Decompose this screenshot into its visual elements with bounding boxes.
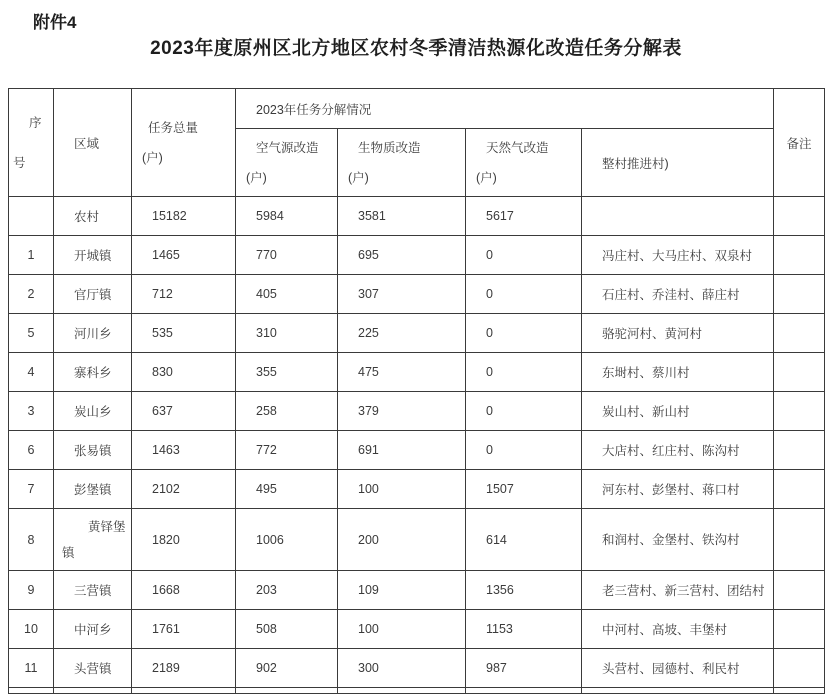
cell-seq <box>9 197 54 236</box>
cell-seq: 8 <box>9 509 54 571</box>
header-total-unit: (户) <box>142 150 163 165</box>
cell-seq: 11 <box>9 649 54 688</box>
cell-air: 5984 <box>236 197 338 236</box>
cell-remark <box>774 610 825 649</box>
cell-total: 1465 <box>132 236 236 275</box>
cell-air: 405 <box>236 275 338 314</box>
header-air-source <box>236 129 338 197</box>
cell-region: 张易镇 <box>54 431 132 470</box>
table-row <box>9 509 825 571</box>
cell-villages: 河东村、彭堡村、蒋口村 <box>582 470 774 509</box>
cell-bio: 695 <box>338 236 466 275</box>
header-group-2023: 2023年任务分解情况 <box>236 89 774 129</box>
cell-remark <box>774 197 825 236</box>
table-row <box>9 197 825 236</box>
cell-air: 508 <box>236 610 338 649</box>
cell-gas: 0 <box>466 392 582 431</box>
cell-seq: 3 <box>9 392 54 431</box>
cell-remark <box>774 353 825 392</box>
cell-region: 炭山乡 <box>54 392 132 431</box>
cell-region: 中河乡 <box>54 610 132 649</box>
header-natural-gas-label: 天然气改造 <box>486 140 549 155</box>
task-breakdown-table <box>8 88 825 694</box>
cell-remark <box>774 392 825 431</box>
cell-seq: 4 <box>9 353 54 392</box>
table-row <box>9 571 825 610</box>
cell-villages: 中河村、高坡、丰堡村 <box>582 610 774 649</box>
cell-gas: 0 <box>466 353 582 392</box>
cell-total: 15182 <box>132 197 236 236</box>
cell-gas: 614 <box>466 509 582 571</box>
cell-region: 开城镇 <box>54 236 132 275</box>
cell-region: 彭堡镇 <box>54 470 132 509</box>
cell-bio: 109 <box>338 571 466 610</box>
cell-total: 2189 <box>132 649 236 688</box>
clipped-row <box>9 688 825 694</box>
cell-total: 1761 <box>132 610 236 649</box>
cell-seq: 7 <box>9 470 54 509</box>
table-row <box>9 392 825 431</box>
cell-gas: 987 <box>466 649 582 688</box>
header-air-source-unit: (户) <box>246 170 267 185</box>
cell-total: 1820 <box>132 509 236 571</box>
cell-empty <box>582 688 774 694</box>
cell-villages: 头营村、园德村、利民村 <box>582 649 774 688</box>
page-title: 2023年度原州区北方地区农村冬季清洁热源化改造任务分解表 <box>150 38 682 59</box>
attachment-label: 附件4 <box>33 13 77 32</box>
cell-total: 535 <box>132 314 236 353</box>
cell-bio: 475 <box>338 353 466 392</box>
cell-gas: 5617 <box>466 197 582 236</box>
cell-seq: 6 <box>9 431 54 470</box>
cell-empty <box>466 688 582 694</box>
header-natural-gas <box>466 129 582 197</box>
cell-air: 203 <box>236 571 338 610</box>
cell-region: 河川乡 <box>54 314 132 353</box>
cell-gas: 1507 <box>466 470 582 509</box>
table-row <box>9 275 825 314</box>
cell-air: 772 <box>236 431 338 470</box>
cell-air: 770 <box>236 236 338 275</box>
cell-remark <box>774 275 825 314</box>
header-region: 区域 <box>54 89 132 197</box>
cell-empty <box>236 688 338 694</box>
cell-region: 黄铎堡镇 <box>54 509 132 571</box>
table-row <box>9 610 825 649</box>
cell-region: 农村 <box>54 197 132 236</box>
header-seq: 序号 <box>9 89 54 197</box>
cell-bio: 379 <box>338 392 466 431</box>
cell-gas: 0 <box>466 314 582 353</box>
cell-total: 1668 <box>132 571 236 610</box>
table-row <box>9 314 825 353</box>
cell-gas: 0 <box>466 431 582 470</box>
cell-remark <box>774 236 825 275</box>
cell-bio: 100 <box>338 610 466 649</box>
cell-villages: 骆驼河村、黄河村 <box>582 314 774 353</box>
cell-villages: 和润村、金堡村、铁沟村 <box>582 509 774 571</box>
cell-bio: 300 <box>338 649 466 688</box>
cell-villages: 炭山村、新山村 <box>582 392 774 431</box>
header-remark: 备注 <box>774 89 825 197</box>
cell-total: 2102 <box>132 470 236 509</box>
cell-gas: 0 <box>466 236 582 275</box>
cell-remark <box>774 314 825 353</box>
cell-region: 三营镇 <box>54 571 132 610</box>
header-natural-gas-unit: (户) <box>476 170 497 185</box>
cell-villages <box>582 197 774 236</box>
table-row <box>9 236 825 275</box>
header-whole-village: 整村推进村) <box>582 129 774 197</box>
cell-gas: 0 <box>466 275 582 314</box>
cell-air: 355 <box>236 353 338 392</box>
table-row <box>9 431 825 470</box>
cell-bio: 100 <box>338 470 466 509</box>
cell-villages: 石庄村、乔洼村、薛庄村 <box>582 275 774 314</box>
cell-region: 头营镇 <box>54 649 132 688</box>
cell-air: 902 <box>236 649 338 688</box>
header-biomass-label: 生物质改造 <box>358 140 421 155</box>
cell-air: 1006 <box>236 509 338 571</box>
cell-total: 712 <box>132 275 236 314</box>
cell-air: 495 <box>236 470 338 509</box>
cell-region: 官厅镇 <box>54 275 132 314</box>
cell-seq: 2 <box>9 275 54 314</box>
cell-villages: 冯庄村、大马庄村、双泉村 <box>582 236 774 275</box>
cell-seq: 9 <box>9 571 54 610</box>
cell-seq: 1 <box>9 236 54 275</box>
cell-empty <box>338 688 466 694</box>
cell-seq: 10 <box>9 610 54 649</box>
header-biomass <box>338 129 466 197</box>
header-total-label: 任务总量 <box>148 120 199 135</box>
cell-seq: 5 <box>9 314 54 353</box>
cell-region: 寨科乡 <box>54 353 132 392</box>
table-row <box>9 353 825 392</box>
header-air-source-label: 空气源改造 <box>256 140 319 155</box>
cell-bio: 200 <box>338 509 466 571</box>
cell-bio: 225 <box>338 314 466 353</box>
cell-empty <box>774 688 825 694</box>
cell-remark <box>774 431 825 470</box>
cell-bio: 3581 <box>338 197 466 236</box>
cell-villages: 大店村、红庄村、陈沟村 <box>582 431 774 470</box>
cell-bio: 307 <box>338 275 466 314</box>
cell-villages: 东埘村、蔡川村 <box>582 353 774 392</box>
table-row <box>9 649 825 688</box>
cell-empty <box>9 688 54 694</box>
cell-remark <box>774 571 825 610</box>
cell-villages: 老三营村、新三营村、团结村 <box>582 571 774 610</box>
header-total <box>132 89 236 197</box>
cell-bio: 691 <box>338 431 466 470</box>
cell-empty <box>54 688 132 694</box>
cell-air: 258 <box>236 392 338 431</box>
cell-total: 637 <box>132 392 236 431</box>
cell-remark <box>774 470 825 509</box>
cell-empty <box>132 688 236 694</box>
cell-total: 1463 <box>132 431 236 470</box>
cell-remark <box>774 649 825 688</box>
cell-total: 830 <box>132 353 236 392</box>
cell-remark <box>774 509 825 571</box>
cell-air: 310 <box>236 314 338 353</box>
header-biomass-unit: (户) <box>348 170 369 185</box>
header-row-group <box>9 89 825 129</box>
cell-gas: 1356 <box>466 571 582 610</box>
cell-gas: 1153 <box>466 610 582 649</box>
table-row <box>9 470 825 509</box>
